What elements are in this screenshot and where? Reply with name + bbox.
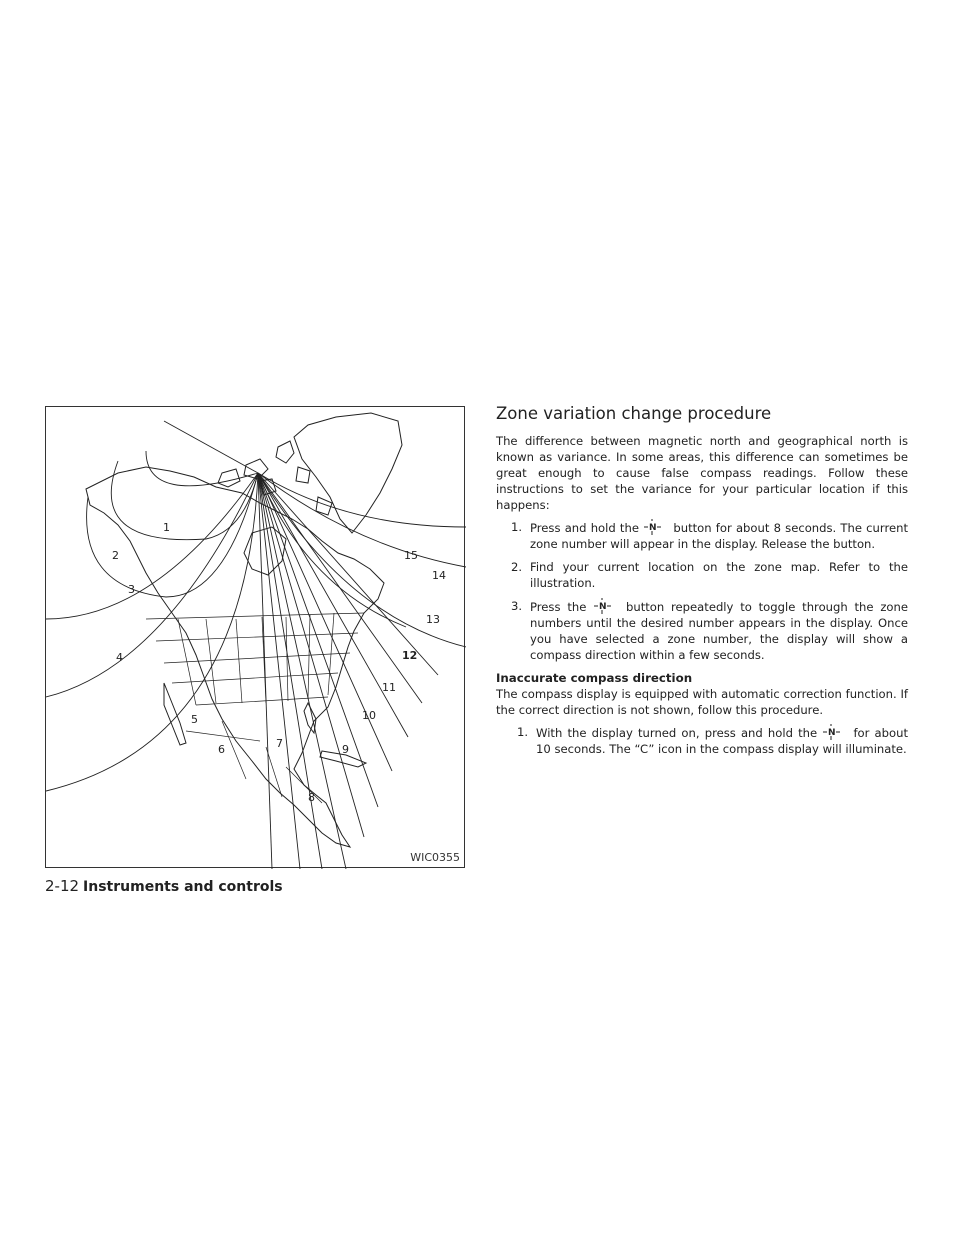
- zone-label-13: 13: [426, 613, 440, 626]
- subheading: Inaccurate compass direction: [496, 671, 693, 685]
- text-column: [496, 404, 908, 764]
- zone-label-1: 1: [163, 521, 170, 534]
- zone-map-figure: [45, 406, 465, 868]
- sub-intro-paragraph: The compass display is equipped with automatic correction function. If the correct direction is not shown, follow this procedure.: [496, 687, 908, 717]
- zone-label-7: 7: [276, 737, 283, 750]
- svg-text:N: N: [649, 523, 657, 533]
- zone-label-10: 10: [362, 709, 376, 722]
- zone-label-9: 9: [342, 743, 349, 756]
- section-title: Zone variation change procedure: [496, 404, 772, 423]
- step-1: 1. Press and hold the N button for about 8 seconds. The current zone number will appear in the display. Release the button.: [511, 520, 909, 551]
- zone-label-12: 12: [402, 649, 418, 662]
- zone-label-8: 8: [308, 791, 315, 804]
- step-2: 2. Find your current location on the zone map. Refer to the illustration.: [511, 560, 908, 590]
- page-footer: [45, 876, 283, 895]
- svg-text:N: N: [599, 602, 607, 612]
- north-button-icon: [822, 724, 844, 740]
- svg-text:N: N: [828, 728, 836, 738]
- zone-arc: [46, 473, 258, 697]
- zone-label-15: 15: [404, 549, 418, 562]
- step-3: 3. Press the N button repeatedly to toggle through the zone numbers until the desired number appears in the display. Once you have selected a zone number, the display will show a compass direction within a few seconds.: [511, 599, 909, 662]
- zone-arc: [111, 461, 258, 540]
- north-button-icon: [643, 519, 665, 535]
- figure-code: WIC0355: [410, 851, 460, 864]
- greenland-outline: [294, 413, 402, 533]
- zone-arc: [87, 473, 258, 597]
- zone-label-5: 5: [191, 713, 198, 726]
- intro-paragraph: The difference between magnetic north and geographical north is known as variance. In some areas, this difference can sometimes be great enough to cause false compass readings. Follow these instructions to set the variance for your particular location if this happens:: [496, 434, 908, 512]
- section-name: Instruments and controls: [83, 879, 283, 895]
- zone-label-11: 11: [382, 681, 396, 694]
- zone-arc: [46, 473, 258, 619]
- zone-label-6: 6: [218, 743, 225, 756]
- zone-label-4: 4: [116, 651, 123, 664]
- sub-step-1: 1. With the display turned on, press and hold the N for about 10 seconds. The “C” icon in the compass display will illuminate.: [517, 725, 909, 756]
- zone-arc: [46, 473, 258, 791]
- zone-label-3: 3: [128, 583, 135, 596]
- zone-label-14: 14: [432, 569, 446, 582]
- zone-label-2: 2: [112, 549, 119, 562]
- page-number: 2-12: [45, 877, 80, 895]
- zone-map-illustration: [46, 407, 466, 869]
- north-button-icon: [593, 598, 615, 614]
